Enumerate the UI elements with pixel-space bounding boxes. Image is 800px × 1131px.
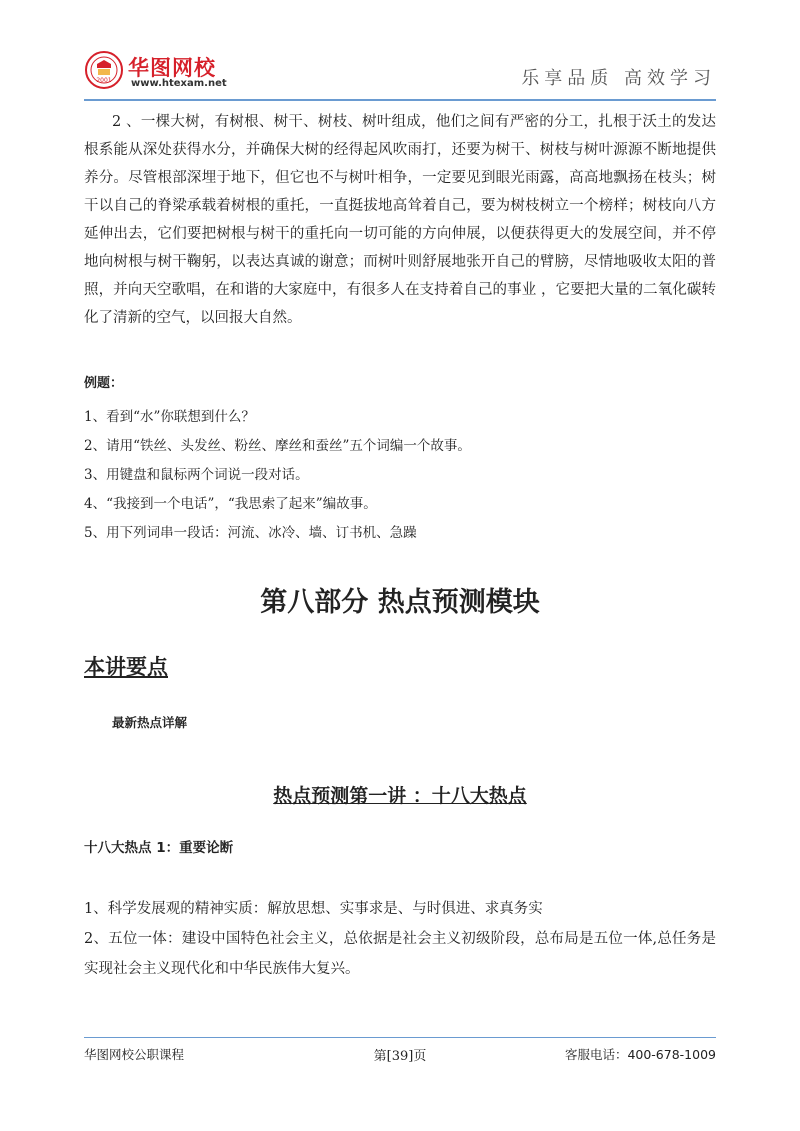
point-item: 1、科学发展观的精神实质：解放思想、实事求是、与时俱进、求真务实 bbox=[84, 901, 543, 917]
logo bbox=[84, 50, 234, 90]
examples-section bbox=[84, 372, 716, 548]
seal-year: 2001 bbox=[96, 77, 112, 84]
brand-website: www.htexam.net bbox=[131, 78, 227, 89]
example-item: 2、请用“铁丝、头发丝、粉丝、摩丝和蚕丝”五个词编一个故事。 bbox=[84, 438, 471, 454]
hot-topic-title: 十八大热点 1：重要论断 bbox=[84, 840, 234, 856]
example-item: 3、用键盘和鼠标两个词说一段对话。 bbox=[84, 467, 309, 483]
example-item: 1、看到“水”你联想到什么？ bbox=[84, 409, 255, 425]
page-number: 第[39]页 bbox=[373, 1049, 427, 1064]
page-footer bbox=[84, 1045, 716, 1065]
points-list bbox=[84, 894, 716, 984]
page-header bbox=[84, 46, 716, 98]
section-title: 第八部分 热点预测模块 bbox=[260, 587, 540, 618]
footer-phone: 客服电话：400-678-1009 bbox=[564, 1047, 716, 1062]
example-item: 4、“我接到一个电话”，“我思索了起来”编故事。 bbox=[84, 496, 377, 512]
footer-course: 华图网校公职课程 bbox=[84, 1047, 185, 1062]
footer-divider bbox=[84, 1037, 716, 1038]
header-divider bbox=[84, 99, 716, 101]
logo-seal-icon bbox=[84, 50, 124, 90]
point-item: 2、五位一体：建设中国特色社会主义，总依据是社会主义初级阶段，总布局是五位一体,总任务是实现社会主义现代化和中华民族伟大复兴。 bbox=[84, 931, 716, 977]
brand-name: 华图网校 bbox=[128, 56, 216, 80]
body-paragraph: 2 、一棵大树，有树根、树干、树枝、树叶组成，他们之间有严密的分工，扎根于沃土的发达根系能从深处获得水分，并确保大树的经得起风吹雨打，还要为树干、树枝与树叶源源不断地提供养分。尽管根部深埋于地下，但它也不与树叶相争，一定要见到眼光雨露，高高地飘扬在枝头；树干以自己的脊梁承载着树根的重托，一直挺拔地高耸着自己，要为树枝树立一个榜样；树枝向八方延伸出去，它们要把树根与树干的重托向一切可能的方向伸展，以便获得更大的发展空间，并不停地向树根与树干鞠躬，以表达真诚的谢意；而树叶则舒展地张开自己的臂膀，尽情地吸收太阳的普照，并向天空歌唱，在和谐的大家庭中，有很多人在支持着自己的事业 ，它要把大量的二氧化碳转化了清新的空气，以回报大自然。 bbox=[84, 114, 716, 326]
key-points-title: 本讲要点 bbox=[84, 655, 168, 679]
key-points-subtitle: 最新热点详解 bbox=[112, 715, 188, 730]
examples-title: 例题： bbox=[84, 376, 124, 391]
header-slogan: 乐享品质 高效学习 bbox=[521, 68, 716, 89]
page-content bbox=[84, 108, 716, 984]
example-item: 5、用下列词串一段话：河流、冰冷、墙、订书机、急躁 bbox=[84, 525, 417, 541]
lecture-title: 热点预测第一讲 ：十八大热点 bbox=[273, 785, 527, 807]
